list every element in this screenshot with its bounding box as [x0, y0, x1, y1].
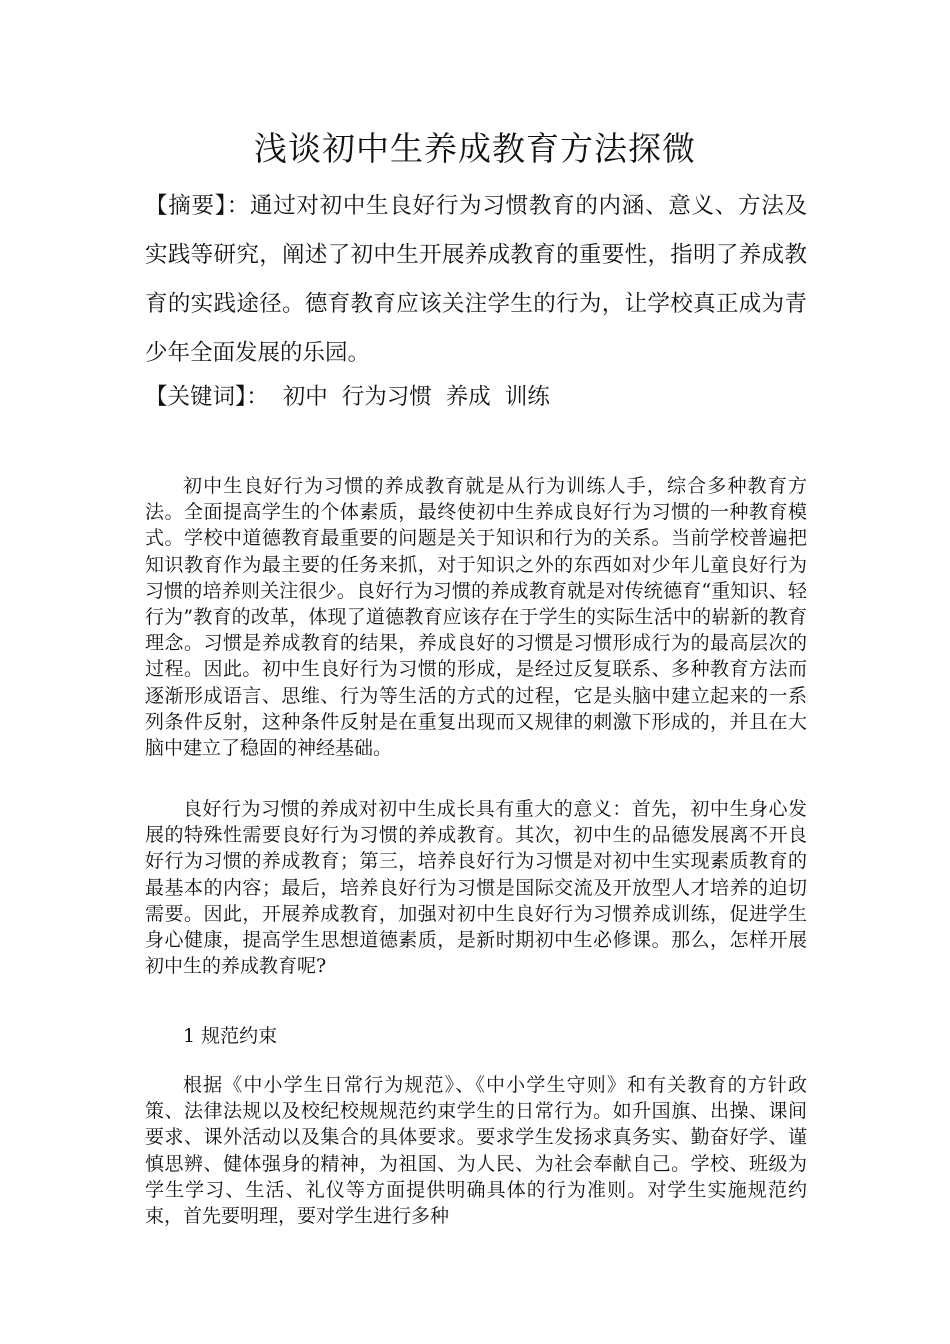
abstract-paragraph: 【摘要】：通过对初中生良好行为习惯教育的内涵、意义、方法及实践等研究，阐述了初中生开展养成教育的重要性，指明了养成教育的实践途径。德育教育应该关注学生的行为，让学校真正成为青少年全面发展的乐园。 — [145, 193, 807, 366]
document-title: 浅谈初中生养成教育方法探微 — [254, 129, 696, 168]
keyword-item: 训练 — [504, 384, 550, 410]
body-paragraph: 初中生良好行为习惯的养成教育就是从行为训练人手，综合多种教育方法。全面提高学生的个体素质，最终使初中生养成良好行为习惯的一种教育模式。学校中道德教育最重要的问题是关于知识和行为的关系。当前学校普遍把知识教育作为最主要的任务来抓，对于知识之外的东西如对少年儿童良好行为习惯的培养则关注很少。良好行为习惯的养成教育就是对传统德育“重知识、轻行为”教育的改革，体现了道德教育应该存在于学生的实际生活中的崭新的教育理念。习惯是养成教育的结果，养成良好的习惯是习惯形成行为的最高层次的过程。因此。初中生良好行为习惯的形成，是经过反复联系、多种教育方法而逐渐形成语言、思维、行为等生活的方式的过程，它是头脑中建立起来的一系列条件反射，这种条件反射是在重复出现而又规律的刺激下形成的，并且在大脑中建立了稳固的神经基础。 — [145, 475, 807, 760]
body-paragraph: 良好行为习惯的养成对初中生成长具有重大的意义：首先，初中生身心发展的特殊性需要良好行为习惯的养成教育。其次，初中生的品德发展离不开良好行为习惯的养成教育；第三，培养良好行为习惯是对初中生实现素质教育的最基本的内容；最后，培养良好行为习惯是国际交流及开放型人才培养的迫切需要。因此，开展养成教育，加强对初中生良好行为习惯养成训练，促进学生身心健康，提高学生思想道德素质，是新时期初中生必修课。那么，怎样开展初中生的养成教育呢? — [145, 798, 807, 978]
keyword-item: 养成 — [445, 384, 491, 410]
section-heading: 1 规范约束 — [183, 1025, 278, 1047]
keyword-item: 初中 — [282, 384, 328, 410]
keywords-label: 【关键词】： — [145, 384, 269, 410]
section-paragraph: 根据《中小学生日常行为规范》、《中小学生守则》和有关教育的方针政策、法律法规以及校纪校规规范约束学生的日常行为。如升国旗、出操、课间要求、课外活动以及集合的具体要求。要求学生发扬求真务实、勤奋好学、谨慎思辨、健体强身的精神，为祖国、为人民、为社会奉献自己。学校、班级为学生学习、生活、礼仪等方面提供明确具体的行为准则。对学生实施规范约束，首先要明理，要对学生进行多种 — [145, 1074, 807, 1228]
keyword-item: 行为习惯 — [341, 384, 432, 410]
keywords-line — [145, 380, 807, 414]
